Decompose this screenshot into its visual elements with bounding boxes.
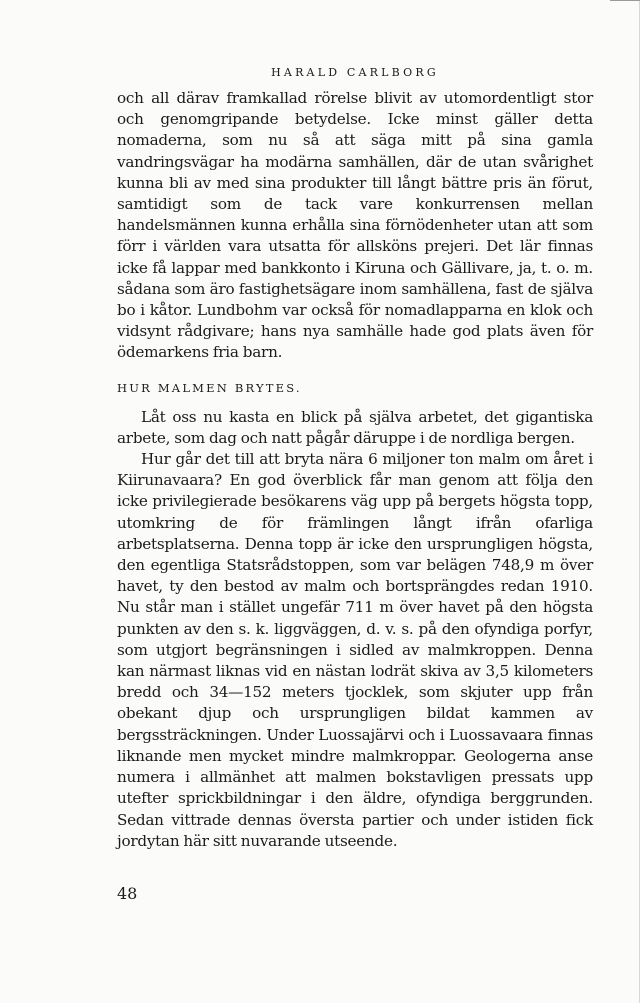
paragraph-3: Hur går det till att bryta nära 6 miljoner ton malm om året i Kiirunavaara? En god överblick får man genom att följa den icke privilegierade besökarens väg upp på bergets högsta topp, utomkring de för främlingen långt ifrån ofarliga arbetsplatserna. Denna topp är icke den ursprungligen högsta, den egentliga Statsrådstoppen, som var belägen 748,9 m över havet, ty den bestod av malm och bortsprängdes redan 1910. Nu står man i stället ungefär 711 m över havet på den högsta punkten av den s. k. liggväggen, d. v. s. på den ofyndiga porfyr, som utgjort begränsningen i sidled av malmkroppen. Denna kan närmast liknas vid en nästan lodrät skiva av 3,5 kilometers bredd och 34—152 meters tjocklek, som skjuter upp från obekant djup och ursprungligen bildat kammen av bergssträckningen. Under Luossajärvi och i Luossavaara finnas liknande men mycket mindre malmkroppar. Geologerna anse numera i allmänhet att malmen bokstavligen pressats upp utefter sprickbildningar i den äldre, ofyndiga berggrunden. Sedan vittrade dennas översta partier och under istiden fick jordytan här sitt nuvarande utseende. [117, 450, 593, 850]
paragraph-2: Låt oss nu kasta en blick på själva arbetet, det gigantiska arbete, som dag och natt pågår däruppe i de nordliga bergen. [117, 407, 593, 447]
running-head: HARALD CARLBORG [271, 66, 439, 79]
page-number: 48 [117, 884, 138, 903]
paragraph-1: och all därav framkallad rörelse blivit av utomordentligt stor och genomgripande betydelse. Icke minst gäller detta nomaderna, som nu så att säga mitt på sina gamla vandringsvägar ha modärna samhällen, där de utan svårighet kunna bli av med sina produkter till långt bättre pris än förut, samtidigt som de tack vare konkurrensen mellan handelsmännen kunna erhålla sina förnödenheter utan att som förr i världen vara utsatta för allsköns prejeri. Det lär finnas icke få lappar med bankkonto i Kiruna och Gällivare, ja, t. o. m. sådana som äro fastighetsägare inom samhällena, fast de själva bo i kåtor. Lundbohm var också för nomadlapparna en klok och vidsynt rådgivare; hans nya samhälle hade god plats även för ödemarkens fria barn. [117, 89, 593, 362]
page-corner-line [610, 0, 640, 1]
page-body [117, 66, 593, 852]
section-heading: HUR MALMEN BRYTES. [117, 380, 302, 395]
